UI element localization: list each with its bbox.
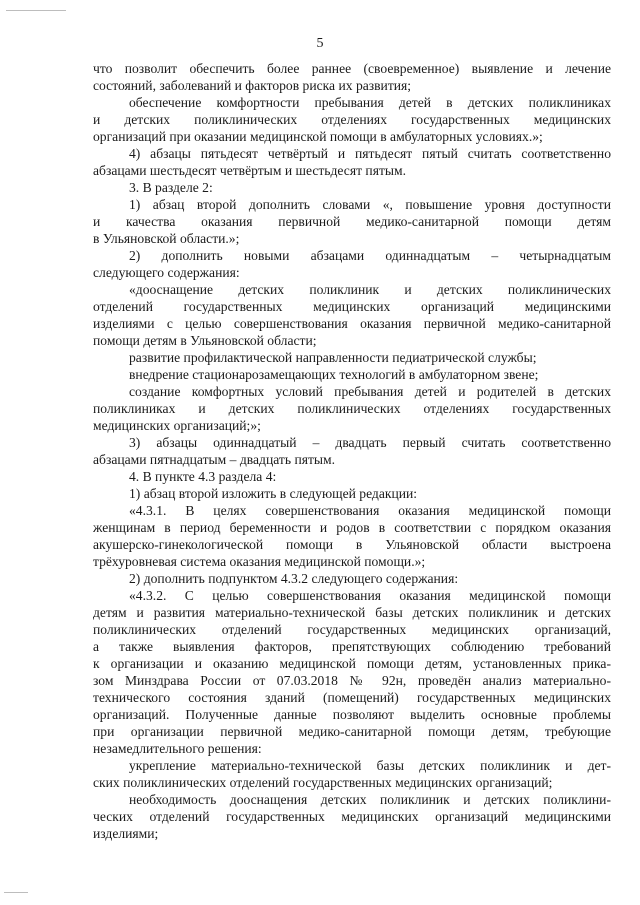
text-line: помощи детям в Ульяновской области; [93,333,317,348]
text-line: 3. В разделе 2: [129,180,213,195]
text-line: отделений государственных медицинских организаций медицинскими [93,299,611,314]
text-line: абзацами пятнадцатым – двадцать пятым. [93,452,336,467]
text-line: «4.3.2. С целью совершенствования оказания медицинской помощи [129,588,611,603]
text-line: «4.3.1. В целях совершенствования оказания медицинской помощи [129,503,611,518]
text-line: технического состояния зданий (помещений) государственных медицинских [93,690,611,705]
paragraph [93,757,611,791]
scan-artifact-top [6,10,66,11]
text-line: поликлиниках и детских поликлинических отделениях государственных [93,401,611,416]
paragraph [93,247,611,281]
paragraph [93,434,611,468]
paragraph [93,281,611,349]
text-line: изделиями; [93,826,159,841]
paragraph [93,60,611,94]
text-line: «дооснащение детских поликлиник и детских поликлинических [129,282,611,297]
text-line: что позволит обеспечить более раннее (своевременное) выявление и лечение [93,61,611,76]
text-line: медицинских организаций;»; [93,418,261,433]
text-line: женщинам в период беременности и родов в соответствии с порядком оказания [93,520,611,535]
text-line: а также выявления факторов, препятствующих соблюдению требований [93,639,611,654]
text-line: ческих отделений государственных медицинских организаций медицинскими [93,809,611,824]
text-line: обеспечение комфортности пребывания детей в детских поликлиниках [129,95,611,110]
text-line: укрепление материально-технической базы детских поликлиник и дет- [129,758,611,773]
text-line: 2) дополнить новыми абзацами одиннадцатым – четырнадцатым [129,248,611,263]
text-line: организаций. Полученные данные позволяют выделить основные проблемы [93,707,611,722]
paragraph [93,383,611,434]
scan-artifact-bottom [4,892,28,893]
text-line: состояний, заболеваний и факторов риска их развития; [93,78,412,93]
document-body [93,60,611,842]
text-line: 3) абзацы одиннадцатый – двадцать первый считать соответственно [129,435,611,450]
text-line: трёхуровневая система оказания медицинской помощи.»; [93,554,426,569]
text-line: 2) дополнить подпунктом 4.3.2 следующего содержания: [129,571,459,586]
paragraph [93,196,611,247]
text-line: при организации первичной медико-санитарной помощи детям, требующие [93,724,611,739]
text-line: и детских поликлинических отделениях государственных медицинских [93,112,611,127]
text-line: в Ульяновской области.»; [93,231,240,246]
text-line: детям и развития материально-технической базы детских поликлиник и детских [93,605,611,620]
paragraph [93,502,611,570]
text-line: 1) абзац второй изложить в следующей редакции: [129,486,418,501]
text-line: развитие профилактической направленности педиатрической службы; [129,350,537,365]
text-line: организаций при оказании медицинской помощи в амбулаторных условиях.»; [93,129,543,144]
text-line: абзацами шестьдесят четвёртым и шестьдесят пятым. [93,163,407,178]
text-line: акушерско-гинекологической помощи в Ульяновской области выстроена [93,537,611,552]
paragraph [93,791,611,842]
text-line: 4) абзацы пятьдесят четвёртый и пятьдесят пятый считать соответственно [129,146,611,161]
paragraph [93,570,611,587]
text-line: изделиями с целью совершенствования оказания первичной медико-санитарной [93,316,611,331]
text-line: создание комфортных условий пребывания детей и родителей в детских [129,384,611,399]
text-line: незамедлительного решения: [93,741,262,756]
paragraph [93,145,611,179]
paragraph [93,468,611,485]
paragraph [93,366,611,383]
text-line: поликлинических отделений государственных медицинских организаций, [93,622,611,637]
paragraph [93,94,611,145]
text-line: 1) абзац второй дополнить словами «, повышение уровня доступности [129,197,611,212]
paragraph [93,485,611,502]
paragraph [93,349,611,366]
paragraph [93,179,611,196]
page-number: 5 [316,36,324,51]
paragraph [93,587,611,757]
text-line: внедрение стационарозамещающих технологий в амбулаторном звене; [129,367,539,382]
text-line: к организации и оказанию медицинской помощи детям, установленных прика- [93,656,611,671]
text-line: ских поликлинических отделений государственных медицинских организаций; [93,775,553,790]
text-line: 4. В пункте 4.3 раздела 4: [129,469,277,484]
text-line: необходимость дооснащения детских поликлиник и детских поликлини- [129,792,611,807]
text-line: зом Минздрава России от 07.03.2018 № 92н, проведён анализ материально- [93,673,611,688]
text-line: и качества оказания первичной медико-санитарной помощи детям [93,214,611,229]
text-line: следующего содержания: [93,265,240,280]
